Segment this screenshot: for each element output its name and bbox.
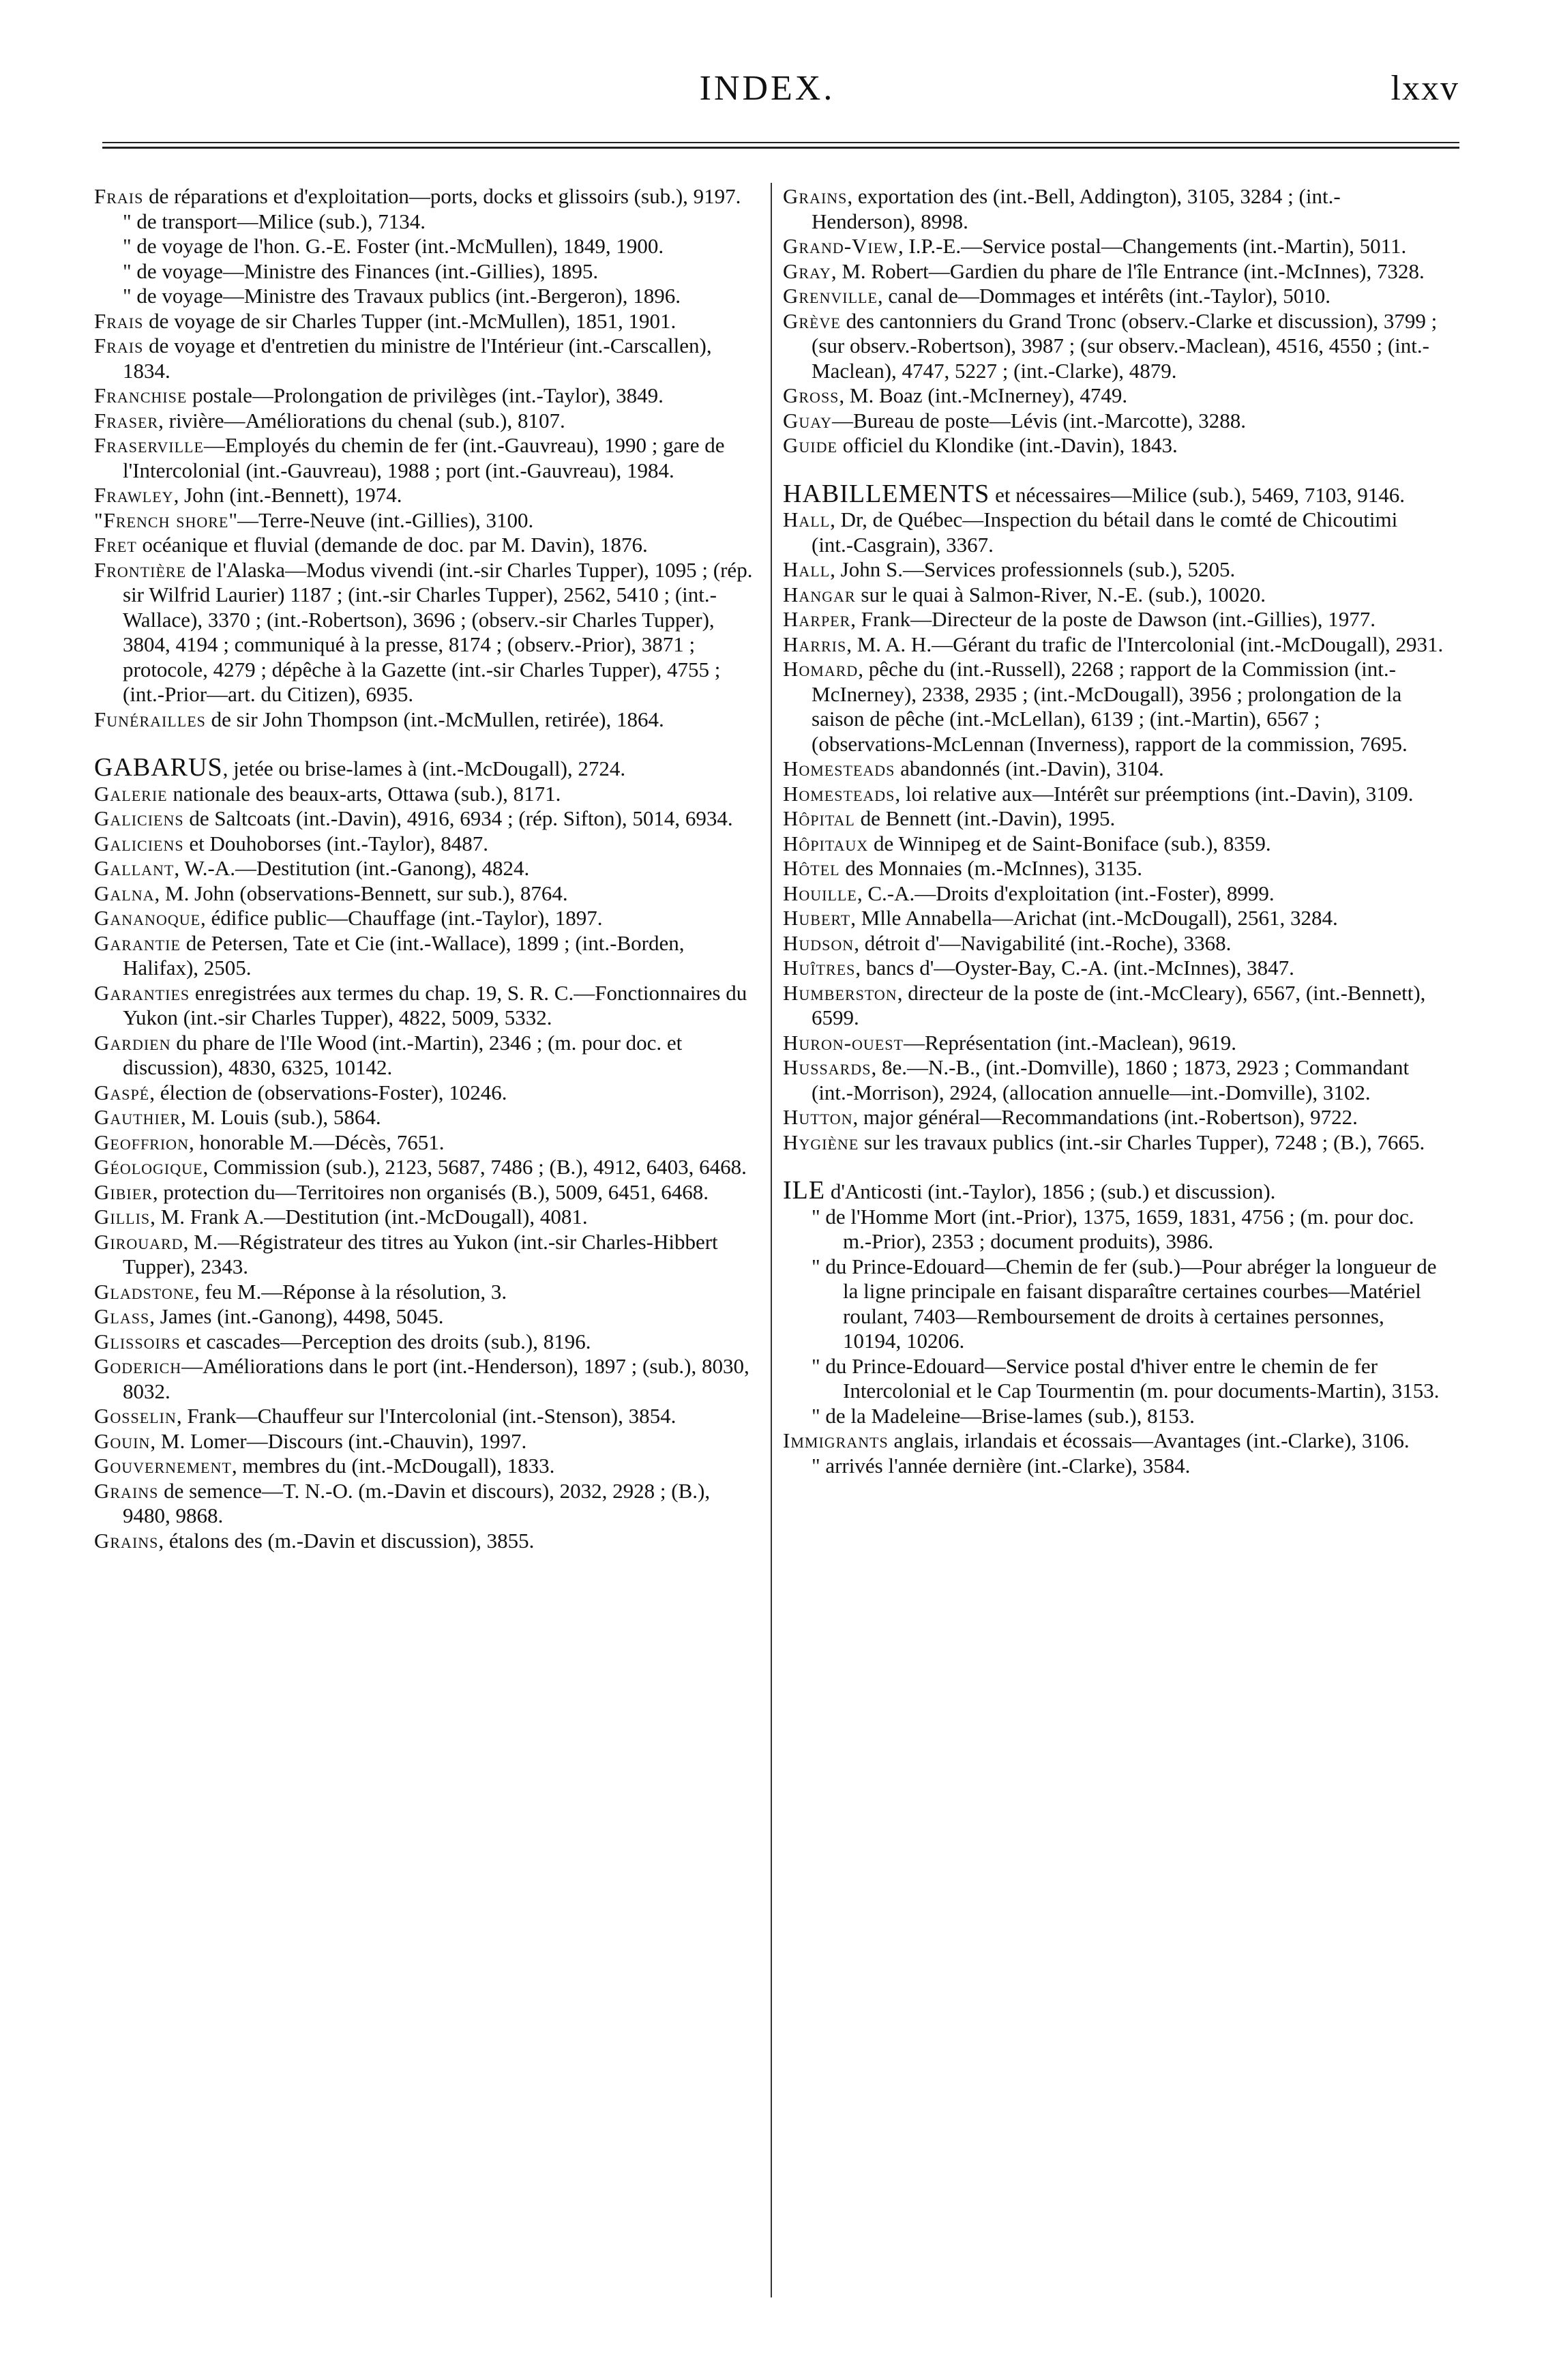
index-entry-text: , édifice public—Chauffage (int.-Taylor), 1897. — [200, 906, 603, 930]
index-entry-text: de Saltcoats (int.-Davin), 4916, 6934 ; (rép. Sifton), 5014, 6934. — [183, 806, 733, 830]
index-entry-text: du phare de l'Ile Wood (int.-Martin), 2346 ; (m. pour doc. et discussion), 4830, 6325, 10142. — [123, 1030, 683, 1079]
index-entry — [94, 508, 756, 533]
index-entry-text: , M. Louis (sub.), 5864. — [180, 1105, 381, 1129]
index-entry — [94, 383, 756, 409]
index-entry-heading: "French shore — [94, 508, 229, 532]
index-entry-heading: Homesteads — [783, 781, 895, 806]
index-entry-heading: ILE — [783, 1176, 826, 1205]
index-entry-heading: HABILLEMENTS — [783, 479, 990, 508]
index-entry-heading: Gibier — [94, 1179, 153, 1204]
index-entry-text: " du Prince-Edouard—Service postal d'hiver entre le chemin de fer Intercolonial et le Cap Tourmentin (m. pour documents-Martin), 3153. — [812, 1353, 1440, 1402]
page-title: INDEX. — [699, 69, 835, 108]
index-entry-text: , étalons des (m.-Davin et discussion), 3855. — [158, 1528, 535, 1553]
index-entry — [94, 334, 756, 383]
index-entry-heading: Houille — [783, 881, 857, 905]
index-entry-heading: Franchise — [94, 383, 188, 407]
index-entry — [94, 409, 756, 434]
index-entry-heading: Guide — [783, 433, 837, 457]
index-entry-heading: Hôtel — [783, 856, 840, 880]
index-entry — [94, 806, 756, 832]
index-entry — [94, 1329, 756, 1355]
index-entry — [783, 1354, 1444, 1404]
index-entry-heading: Humberston — [783, 980, 897, 1005]
index-entry-text: " du Prince-Edouard—Chemin de fer (sub.)—Pour abréger la longueur de la ligne principale en faisant disparaître certaines courbes—Matériel roulant, 7403—Remboursement de droits à certaines personnes, 10194, 10206. — [812, 1254, 1437, 1353]
index-entry-text: " arrivés l'année dernière (int.-Clarke), 3584. — [812, 1453, 1191, 1478]
index-entry — [783, 284, 1444, 309]
index-entry — [783, 1254, 1444, 1354]
page-header — [75, 68, 1459, 123]
index-entry — [783, 557, 1444, 583]
index-entry — [94, 483, 756, 508]
index-entry — [94, 981, 756, 1031]
index-entry — [783, 657, 1444, 756]
index-entry-text: " de l'Homme Mort (int.-Prior), 1375, 1659, 1831, 4756 ; (m. pour doc. m.-Prior), 2353 ; document produits), 3986. — [812, 1204, 1414, 1253]
index-entry-heading: Géologique — [94, 1155, 203, 1179]
index-entry — [94, 1429, 756, 1454]
index-entry-heading: Hussards — [783, 1055, 872, 1079]
index-entry — [783, 309, 1444, 384]
index-entry-heading: Gauthier — [94, 1105, 181, 1129]
index-entry-text: , pêche du (int.-Russell), 2268 ; rapport de la Commission (int.-McInerney), 2338, 2935 ; (int.-McDougall), 3956 ; prolongation de la saison de pêche (int.-McLellan), 6139 ; (int.-Martin), 6567 ; (observations-McLennan (Inverness), rapport de la commission, 7695. — [812, 657, 1408, 756]
index-entry-text: nationale des beaux-arts, Ottawa (sub.), 8171. — [167, 781, 561, 806]
index-column-left — [94, 184, 756, 1553]
index-entry-heading: Hangar — [783, 582, 856, 606]
index-entry-heading: Grains — [94, 1478, 159, 1503]
index-entry-heading: Gray — [783, 259, 831, 283]
index-entry-text: " de voyage—Ministre des Travaux publics (int.-Bergeron), 1896. — [123, 284, 681, 308]
index-entry-heading: Grand-View — [783, 234, 898, 258]
column-divider — [771, 183, 772, 2297]
index-entry-text: abandonnés (int.-Davin), 3104. — [895, 756, 1164, 780]
index-entry-heading: Gosselin — [94, 1404, 177, 1428]
index-entry — [783, 1105, 1444, 1130]
index-entry-text: , W.-A.—Destitution (int.-Ganong), 4824. — [174, 856, 530, 880]
index-entry-heading: Grève — [783, 308, 841, 333]
index-entry-text: , C.-A.—Droits d'exploitation (int.-Foster), 8999. — [857, 881, 1275, 905]
index-entry-heading: Gouin — [94, 1428, 151, 1453]
index-entry-heading: Hall — [783, 557, 831, 581]
index-entry-text: , Frank—Directeur de la poste de Dawson (int.-Gillies), 1977. — [850, 607, 1376, 631]
index-entry — [94, 1105, 756, 1130]
index-entry — [94, 309, 756, 334]
index-entry-heading: Huron-ouest — [783, 1030, 904, 1055]
index-entry — [783, 1404, 1444, 1429]
index-entry-text: , protection du—Territoires non organisés (B.), 5009, 6451, 6468. — [152, 1179, 709, 1204]
index-entry-text: des Monnaies (m.-McInnes), 3135. — [839, 856, 1142, 880]
index-entry — [94, 755, 756, 782]
header-rule-thick — [102, 147, 1459, 149]
index-entry-text: de l'Alaska—Modus vivendi (int.-sir Charles Tupper), 1095 ; (rép. sir Wilfrid Laurier) 1187 ; (int.-sir Charles Tupper), 2562, 5410 ; (int.-Wallace), 3370 ; (int.-Robertson), 3696 ; (observ.-sir Charles Tupper), 3804, 4194 ; communiqué à la presse, 8174 ; (observ.-Prior), 3871 ; protocole, 4279 ; dépêche à la Gazette (int.-sir Charles Tupper), 4755 ; (int.-Prior—art. du Citizen), 6935. — [123, 557, 753, 706]
index-entry — [783, 756, 1444, 782]
index-entry-text: , James (int.-Ganong), 4498, 5045. — [149, 1304, 444, 1328]
index-entry-heading: Hutton — [783, 1105, 853, 1129]
index-entry-text: de semence—T. N.-O. (m.-Davin et discours), 2032, 2928 ; (B.), 9480, 9868. — [123, 1478, 711, 1527]
index-entry-heading: Glissoirs — [94, 1329, 181, 1353]
index-entry-heading: Garantie — [94, 930, 181, 955]
index-entry-heading: Galiciens — [94, 831, 184, 855]
index-entry-text: d'Anticosti (int.-Taylor), 1856 ; (sub.) et discussion). — [825, 1179, 1276, 1203]
index-entry — [783, 234, 1444, 259]
index-entry — [94, 234, 756, 259]
index-entry-heading: Hygiène — [783, 1130, 859, 1154]
index-entry — [94, 1180, 756, 1205]
index-entry-heading: Galna — [94, 881, 155, 905]
index-entry — [94, 1130, 756, 1156]
index-entry-heading: GABARUS — [94, 753, 223, 782]
index-entry-heading: Grenville — [783, 284, 878, 308]
index-entry-heading: Frais — [94, 334, 144, 357]
index-entry-heading: Huîtres — [783, 956, 856, 980]
index-entry-text: , M. Robert—Gardien du phare de l'île Entrance (int.-McInnes), 7328. — [831, 259, 1425, 283]
index-entry-heading: Gaspé — [94, 1080, 150, 1104]
index-entry-heading: Frontière — [94, 557, 187, 582]
index-entry-text: , feu M.—Réponse à la résolution, 3. — [194, 1279, 507, 1304]
index-entry — [94, 856, 756, 881]
index-entry-text: "—Terre-Neuve (int.-Gillies), 3100. — [228, 508, 534, 532]
index-entry-text: sur les travaux publics (int.-sir Charles Tupper), 7248 ; (B.), 7665. — [859, 1130, 1425, 1154]
index-entry-heading: Frais — [94, 184, 144, 208]
index-entry-text: , Commission (sub.), 2123, 5687, 7486 ; (B.), 4912, 6403, 6468. — [203, 1155, 747, 1179]
index-entry-text: , M. Frank A.—Destitution (int.-McDougall), 4081. — [150, 1205, 588, 1229]
index-entry-text: , directeur de la poste de (int.-McCleary), 6567, (int.-Bennett), 6599. — [812, 980, 1426, 1029]
index-entry — [783, 931, 1444, 956]
index-entry — [783, 956, 1444, 981]
index-entry — [783, 1178, 1444, 1205]
index-entry — [94, 1205, 756, 1230]
index-entry — [783, 1055, 1444, 1105]
index-entry-heading: Immigrants — [783, 1428, 889, 1452]
index-entry — [783, 1454, 1444, 1479]
index-entry-heading: Guay — [783, 408, 833, 432]
index-entry-text: , M. Lomer—Discours (int.-Chauvin), 1997. — [150, 1428, 527, 1453]
index-entry-heading: Galiciens — [94, 806, 184, 830]
index-entry — [783, 832, 1444, 857]
index-entry — [94, 184, 756, 209]
index-entry-text: postale—Prolongation de privilèges (int.-Taylor), 3849. — [187, 383, 664, 407]
index-entry-text: et cascades—Perception des droits (sub.), 8196. — [180, 1329, 591, 1353]
index-entry-text: , Frank—Chauffeur sur l'Intercolonial (int.-Stenson), 3854. — [176, 1404, 677, 1428]
index-entry-text: , M. A. H.—Gérant du trafic de l'Intercolonial (int.-McDougall), 2931. — [846, 632, 1444, 656]
index-entry — [94, 284, 756, 309]
index-entry — [94, 782, 756, 807]
index-entry — [783, 1130, 1444, 1156]
index-entry — [783, 607, 1444, 632]
index-entry-text: enregistrées aux termes du chap. 19, S. R. C.—Fonctionnaires du Yukon (int.-sir Charles Tupper), 4822, 5009, 5332. — [123, 980, 747, 1029]
index-entry — [94, 1479, 756, 1529]
index-entry-text: , major général—Recommandations (int.-Robertson), 9722. — [852, 1105, 1358, 1129]
index-entry-text: , rivière—Améliorations du chenal (sub.), 8107. — [158, 408, 565, 432]
index-entry-text: océanique et fluvial (demande de doc. par M. Davin), 1876. — [136, 533, 648, 557]
index-entry-text: , John (int.-Bennett), 1974. — [173, 483, 402, 507]
index-entry-heading: Girouard — [94, 1229, 183, 1254]
index-entry — [94, 1230, 756, 1280]
index-entry-text: de réparations et d'exploitation—ports, docks et glissoirs (sub.), 9197. — [143, 184, 741, 208]
index-entry-heading: Harris — [783, 632, 847, 656]
index-entry-text: , loi relative aux—Intérêt sur préemptions (int.-Davin), 3109. — [895, 781, 1414, 806]
index-entry-text: , I.P.-E.—Service postal—Changements (int.-Martin), 5011. — [897, 234, 1407, 258]
index-entry — [783, 1031, 1444, 1056]
index-entry-text: , honorable M.—Décès, 7651. — [188, 1130, 445, 1154]
index-entry-text: de Winnipeg et de Saint-Boniface (sub.), 8359. — [868, 831, 1271, 855]
index-entry-text: , exportation des (int.-Bell, Addington), 3105, 3284 ; (int.-Henderson), 8998. — [812, 184, 1341, 233]
index-entry — [783, 906, 1444, 931]
index-entry — [94, 1354, 756, 1404]
index-entry-text: , M. John (observations-Bennett, sur sub.), 8764. — [154, 881, 568, 905]
index-entry-heading: Goderich — [94, 1354, 182, 1378]
index-entry-text: de Petersen, Tate et Cie (int.-Wallace), 1899 ; (int.-Borden, Halifax), 2505. — [123, 930, 685, 980]
index-entry-text: —Améliorations dans le port (int.-Henderson), 1897 ; (sub.), 8030, 8032. — [123, 1354, 749, 1403]
index-entry — [783, 1205, 1444, 1254]
index-entry — [94, 1529, 756, 1554]
index-entry-text: sur le quai à Salmon-River, N.-E. (sub.), 10020. — [855, 582, 1266, 606]
index-entry-text: , John S.—Services professionnels (sub.), 5205. — [830, 557, 1236, 581]
index-entry-text: , bancs d'—Oyster-Bay, C.-A. (int.-McInnes), 3847. — [855, 956, 1294, 980]
index-entry — [94, 1081, 756, 1106]
index-entry — [94, 906, 756, 931]
index-entry-text: , élection de (observations-Foster), 10246. — [149, 1080, 507, 1104]
index-entry — [783, 632, 1444, 658]
index-entry — [783, 856, 1444, 881]
index-entry-heading: Garanties — [94, 980, 190, 1005]
index-entry-text: —Représentation (int.-Maclean), 9619. — [903, 1030, 1237, 1055]
index-entry-heading: Geoffrion — [94, 1130, 189, 1154]
index-entry — [94, 209, 756, 235]
index-entry — [783, 184, 1444, 234]
index-entry — [94, 1155, 756, 1180]
index-entry — [94, 1304, 756, 1329]
index-entry-text: de voyage de sir Charles Tupper (int.-McMullen), 1851, 1901. — [143, 308, 677, 333]
index-entry-text: , jetée ou brise-lames à (int.-McDougall), 2724. — [222, 756, 626, 780]
index-entry — [94, 259, 756, 284]
index-entry-text: de sir John Thompson (int.-McMullen, retirée), 1864. — [205, 707, 664, 731]
index-entry-text: —Employés du chemin de fer (int.-Gauvreau), 1990 ; gare de l'Intercolonial (int.-Gauvreau), 1988 ; port (int.-Gauvreau), 1984. — [123, 433, 725, 482]
index-entry-heading: Galerie — [94, 781, 168, 806]
index-entry-text: , Mlle Annabella—Arichat (int.-McDougall), 2561, 3284. — [850, 906, 1338, 930]
index-entry — [94, 1031, 756, 1081]
index-entry — [94, 558, 756, 707]
index-entry-heading: Harper — [783, 607, 851, 631]
index-column-right — [783, 184, 1444, 1478]
index-entry-text: , 8e.—N.-B., (int.-Domville), 1860 ; 1873, 2923 ; Commandant (int.-Morrison), 2924, (allocation annuelle—int.-Domville), 3102. — [812, 1055, 1410, 1104]
index-entry-text: , M.—Régistrateur des titres au Yukon (int.-sir Charles-Hibbert Tupper), 2343. — [123, 1229, 718, 1278]
index-entry-text: " de voyage de l'hon. G.-E. Foster (int.-McMullen), 1849, 1900. — [123, 234, 664, 258]
index-entry-heading: Hudson — [783, 930, 854, 955]
index-entry-heading: Funérailles — [94, 707, 206, 731]
index-entry-heading: Gallant — [94, 856, 175, 880]
index-entry-heading: Hôpital — [783, 806, 855, 830]
index-entry — [783, 259, 1444, 284]
index-entry-heading: Hôpitaux — [783, 831, 869, 855]
header-rule-thin — [102, 142, 1459, 143]
index-entry-text: de voyage et d'entretien du ministre de l'Intérieur (int.-Carscallen), 1834. — [123, 334, 712, 383]
index-entry-text: , membres du (int.-McDougall), 1833. — [231, 1454, 555, 1478]
index-entry-text: de Bennett (int.-Davin), 1995. — [854, 806, 1116, 830]
index-entry-text: et Douhoborses (int.-Taylor), 8487. — [183, 831, 488, 855]
index-entry-heading: Homesteads — [783, 756, 895, 780]
index-entry-text: —Bureau de poste—Lévis (int.-Marcotte), 3288. — [832, 408, 1246, 432]
index-entry — [783, 508, 1444, 557]
index-entry — [94, 881, 756, 907]
index-entry-heading: Gillis — [94, 1205, 151, 1229]
index-entry — [783, 981, 1444, 1031]
index-entry — [94, 1454, 756, 1479]
index-entry-text: , détroit d'—Navigabilité (int.-Roche), 3368. — [854, 930, 1232, 955]
index-entry-heading: Grains — [783, 184, 848, 208]
index-entry — [783, 383, 1444, 409]
index-entry-text: des cantonniers du Grand Tronc (observ.-Clarke et discussion), 3799 ; (sur observ.-Robertson), 3987 ; (sur observ.-Maclean), 4516, 4550 ; (int.-Maclean), 4747, 5227 ; (int.-Clarke), 4879. — [812, 308, 1438, 383]
index-entry-text: , Dr, de Québec—Inspection du bétail dans le comté de Chicoutimi (int.-Casgrain), 3367. — [812, 508, 1398, 557]
index-entry-heading: Hubert — [783, 906, 851, 930]
index-entry — [783, 806, 1444, 832]
index-entry-heading: Gladstone — [94, 1279, 195, 1304]
index-entry-heading: Gross — [783, 383, 839, 407]
index-entry-heading: Glass — [94, 1304, 150, 1328]
index-entry-heading: Fret — [94, 533, 137, 557]
index-entry-heading: Grains — [94, 1528, 159, 1553]
index-entry — [94, 1280, 756, 1305]
page-number: lxxv — [1391, 69, 1459, 108]
index-entry — [94, 433, 756, 483]
index-entry — [783, 583, 1444, 608]
index-entry — [94, 832, 756, 857]
index-entry-heading: Gouvernement — [94, 1454, 232, 1478]
index-entry — [94, 533, 756, 558]
index-entry-text: , M. Boaz (int.-McInerney), 4749. — [839, 383, 1128, 407]
index-entry-heading: Frais — [94, 308, 144, 333]
index-entry — [783, 1428, 1444, 1454]
index-entry-heading: Frawley — [94, 483, 174, 507]
index-entry-heading: Homard — [783, 657, 859, 681]
index-entry-text: et nécessaires—Milice (sub.), 5469, 7103, 9146. — [990, 482, 1405, 507]
index-entry-text: " de la Madeleine—Brise-lames (sub.), 8153. — [812, 1403, 1195, 1428]
index-entry-heading: Fraser — [94, 408, 159, 432]
index-entry — [94, 1404, 756, 1429]
index-entry-text: , canal de—Dommages et intérêts (int.-Taylor), 5010. — [877, 284, 1331, 308]
index-entry — [783, 782, 1444, 807]
index-entry-text: " de voyage—Ministre des Finances (int.-Gillies), 1895. — [123, 259, 599, 283]
index-entry-heading: Gardien — [94, 1030, 171, 1055]
index-entry-text: anglais, irlandais et écossais—Avantages (int.-Clarke), 3106. — [888, 1428, 1410, 1452]
index-entry-heading: Fraserville — [94, 433, 204, 457]
index-entry — [783, 479, 1444, 508]
index-entry-heading: Hall — [783, 508, 831, 531]
index-entry — [94, 931, 756, 981]
index-entry — [94, 707, 756, 733]
index-entry-text: " de transport—Milice (sub.), 7134. — [123, 209, 426, 233]
index-entry — [783, 409, 1444, 434]
index-entry — [783, 433, 1444, 458]
index-entry-text: officiel du Klondike (int.-Davin), 1843. — [837, 433, 1178, 457]
index-entry — [783, 881, 1444, 907]
index-entry-heading: Gananoque — [94, 906, 201, 930]
